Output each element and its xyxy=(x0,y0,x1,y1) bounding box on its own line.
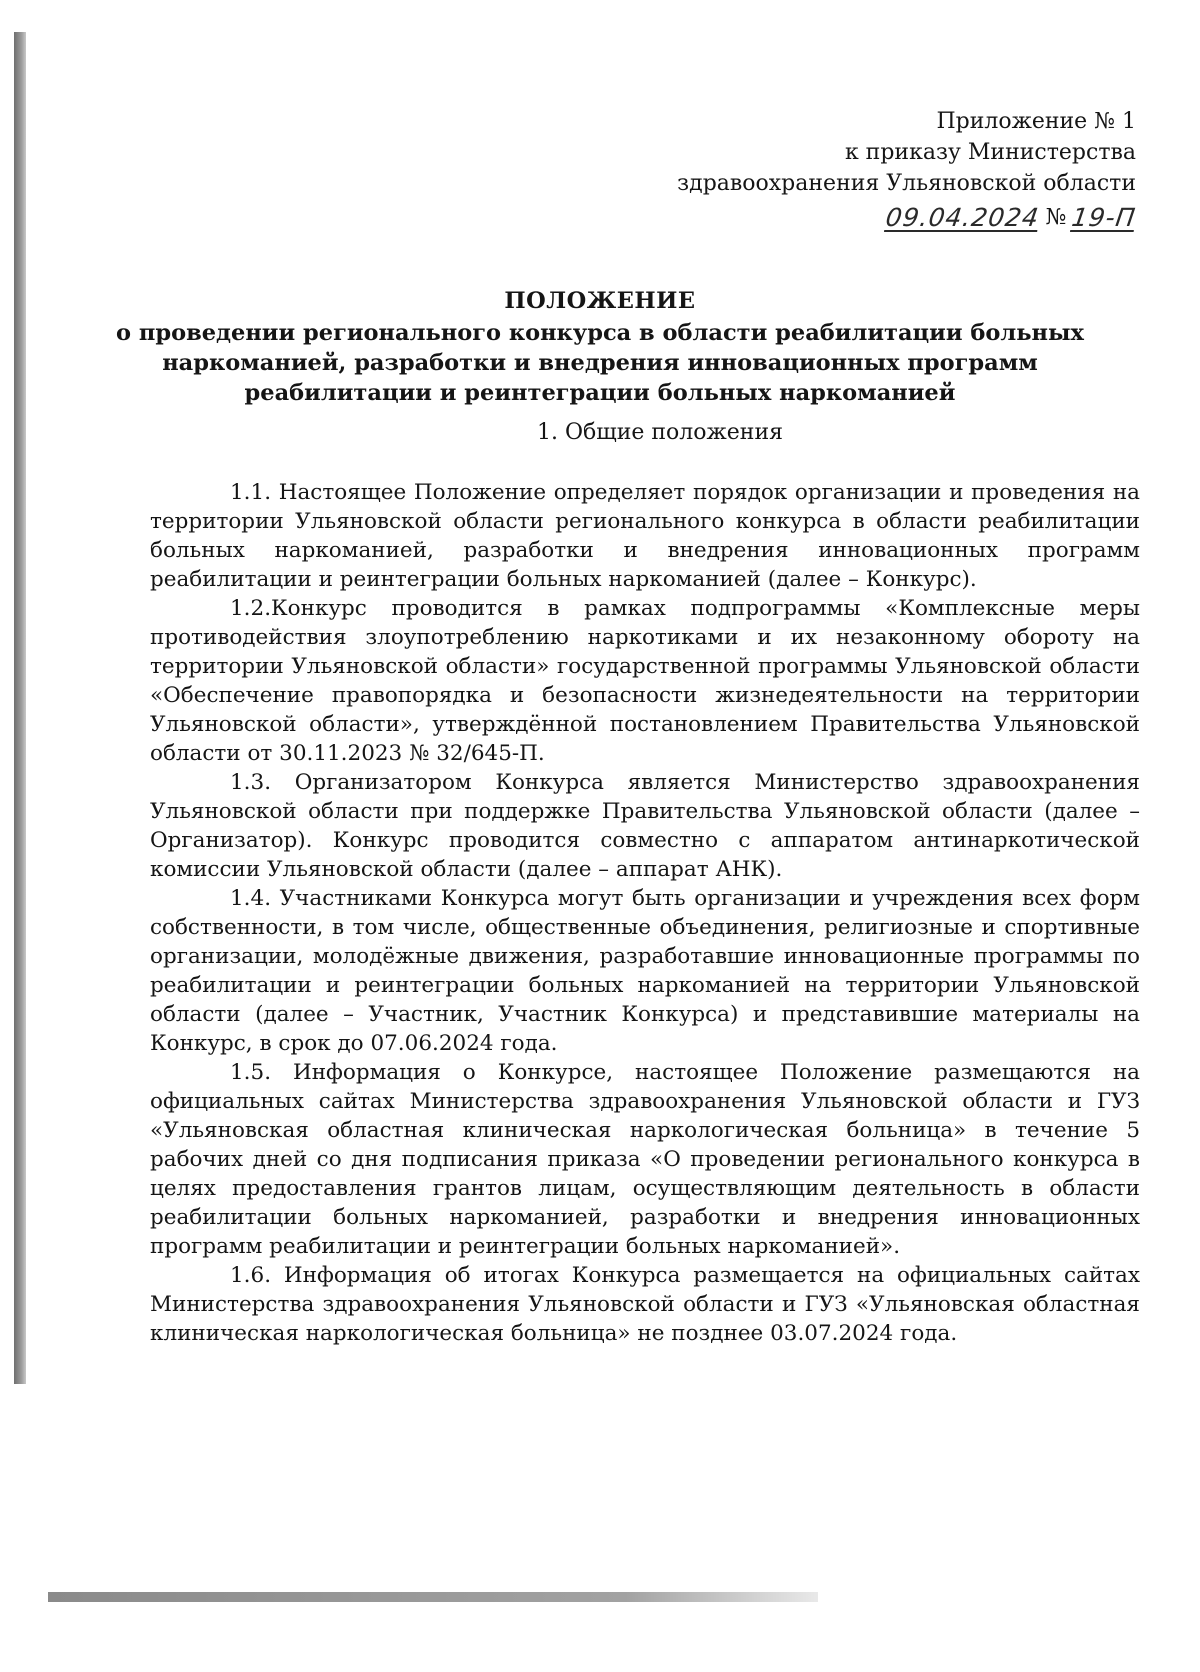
title-subtitle: о проведении регионального конкурса в области реабилитации больных наркоманией, разработки и внедрения инновационных программ реабилитации и реинтеграции больных наркоманией xyxy=(116,320,1084,406)
handwritten-order-number: 19-П xyxy=(1070,203,1139,232)
scan-edge-bottom xyxy=(48,1592,818,1602)
title-main: ПОЛОЖЕНИЕ xyxy=(504,288,696,314)
order-reference: к приказу Министерства xyxy=(844,140,1136,165)
paragraph-1-2: 1.2.Конкурс проводится в рамках подпрограммы «Комплексные меры противодействия злоупотреблению наркотиками и их незаконному обороту на территории Ульяновской области» государственной программы Ульяновской области «Обеспечение правопорядка и безопасности жизнедеятельности на территории Ульяновской области», утверждённой постановлением Правительства Ульяновской области от 30.11.2023 № 32/645-П. xyxy=(150,596,1140,766)
appendix-label: Приложение № 1 xyxy=(936,109,1136,134)
section-heading xyxy=(0,418,1200,448)
handwritten-date: 09.04.2024 xyxy=(884,203,1042,232)
section-title: 1. Общие положения xyxy=(537,420,783,445)
number-sign: № xyxy=(1045,205,1067,230)
paragraph-1-5: 1.5. Информация о Конкурсе, настоящее Положение размещаются на официальных сайтах Министерства здравоохранения Ульяновской области и ГУЗ «Ульяновская областная клиническая наркологическая больница» в течение 5 рабочих дней со дня подписания приказа «О проведении регионального конкурса в целях предоставления грантов лицам, осуществляющим деятельность в области реабилитации больных наркоманией, разработки и внедрения инновационных программ реабилитации и реинтеграции больных наркоманией». xyxy=(150,1060,1140,1259)
ministry-name: здравоохранения Ульяновской области xyxy=(677,171,1136,196)
document-body xyxy=(150,478,1140,1348)
paragraph-1-6: 1.6. Информация об итогах Конкурса размещается на официальных сайтах Министерства здравоохранения Ульяновской области и ГУЗ «Ульяновская областная клиническая наркологическая больница» не позднее 03.07.2024 года. xyxy=(150,1263,1140,1346)
document-title xyxy=(100,286,1100,408)
scan-edge-left xyxy=(14,32,26,1384)
paragraph-1-3: 1.3. Организатором Конкурса является Министерство здравоохранения Ульяновской области при поддержке Правительства Ульяновской области (далее – Организатор). Конкурс проводится совместно с аппаратом антинаркотической комиссии Ульяновской области (далее – аппарат АНК). xyxy=(150,770,1140,882)
paragraph-1-1: 1.1. Настоящее Положение определяет порядок организации и проведения на территории Ульяновской области регионального конкурса в области реабилитации больных наркоманией, разработки и внедрения инновационных программ реабилитации и реинтеграции больных наркоманией (далее – Конкурс). xyxy=(150,480,1140,592)
order-date-number xyxy=(884,199,1139,233)
appendix-header xyxy=(576,106,1139,235)
paragraph-1-4: 1.4. Участниками Конкурса могут быть организации и учреждения всех форм собственности, в том числе, общественные объединения, религиозные и спортивные организации, молодёжные движения, разработавшие инновационные программы по реабилитации и реинтеграции больных наркоманией на территории Ульяновской области (далее – Участник, Участник Конкурса) и представившие материалы на Конкурс, в срок до 07.06.2024 года. xyxy=(150,886,1140,1056)
